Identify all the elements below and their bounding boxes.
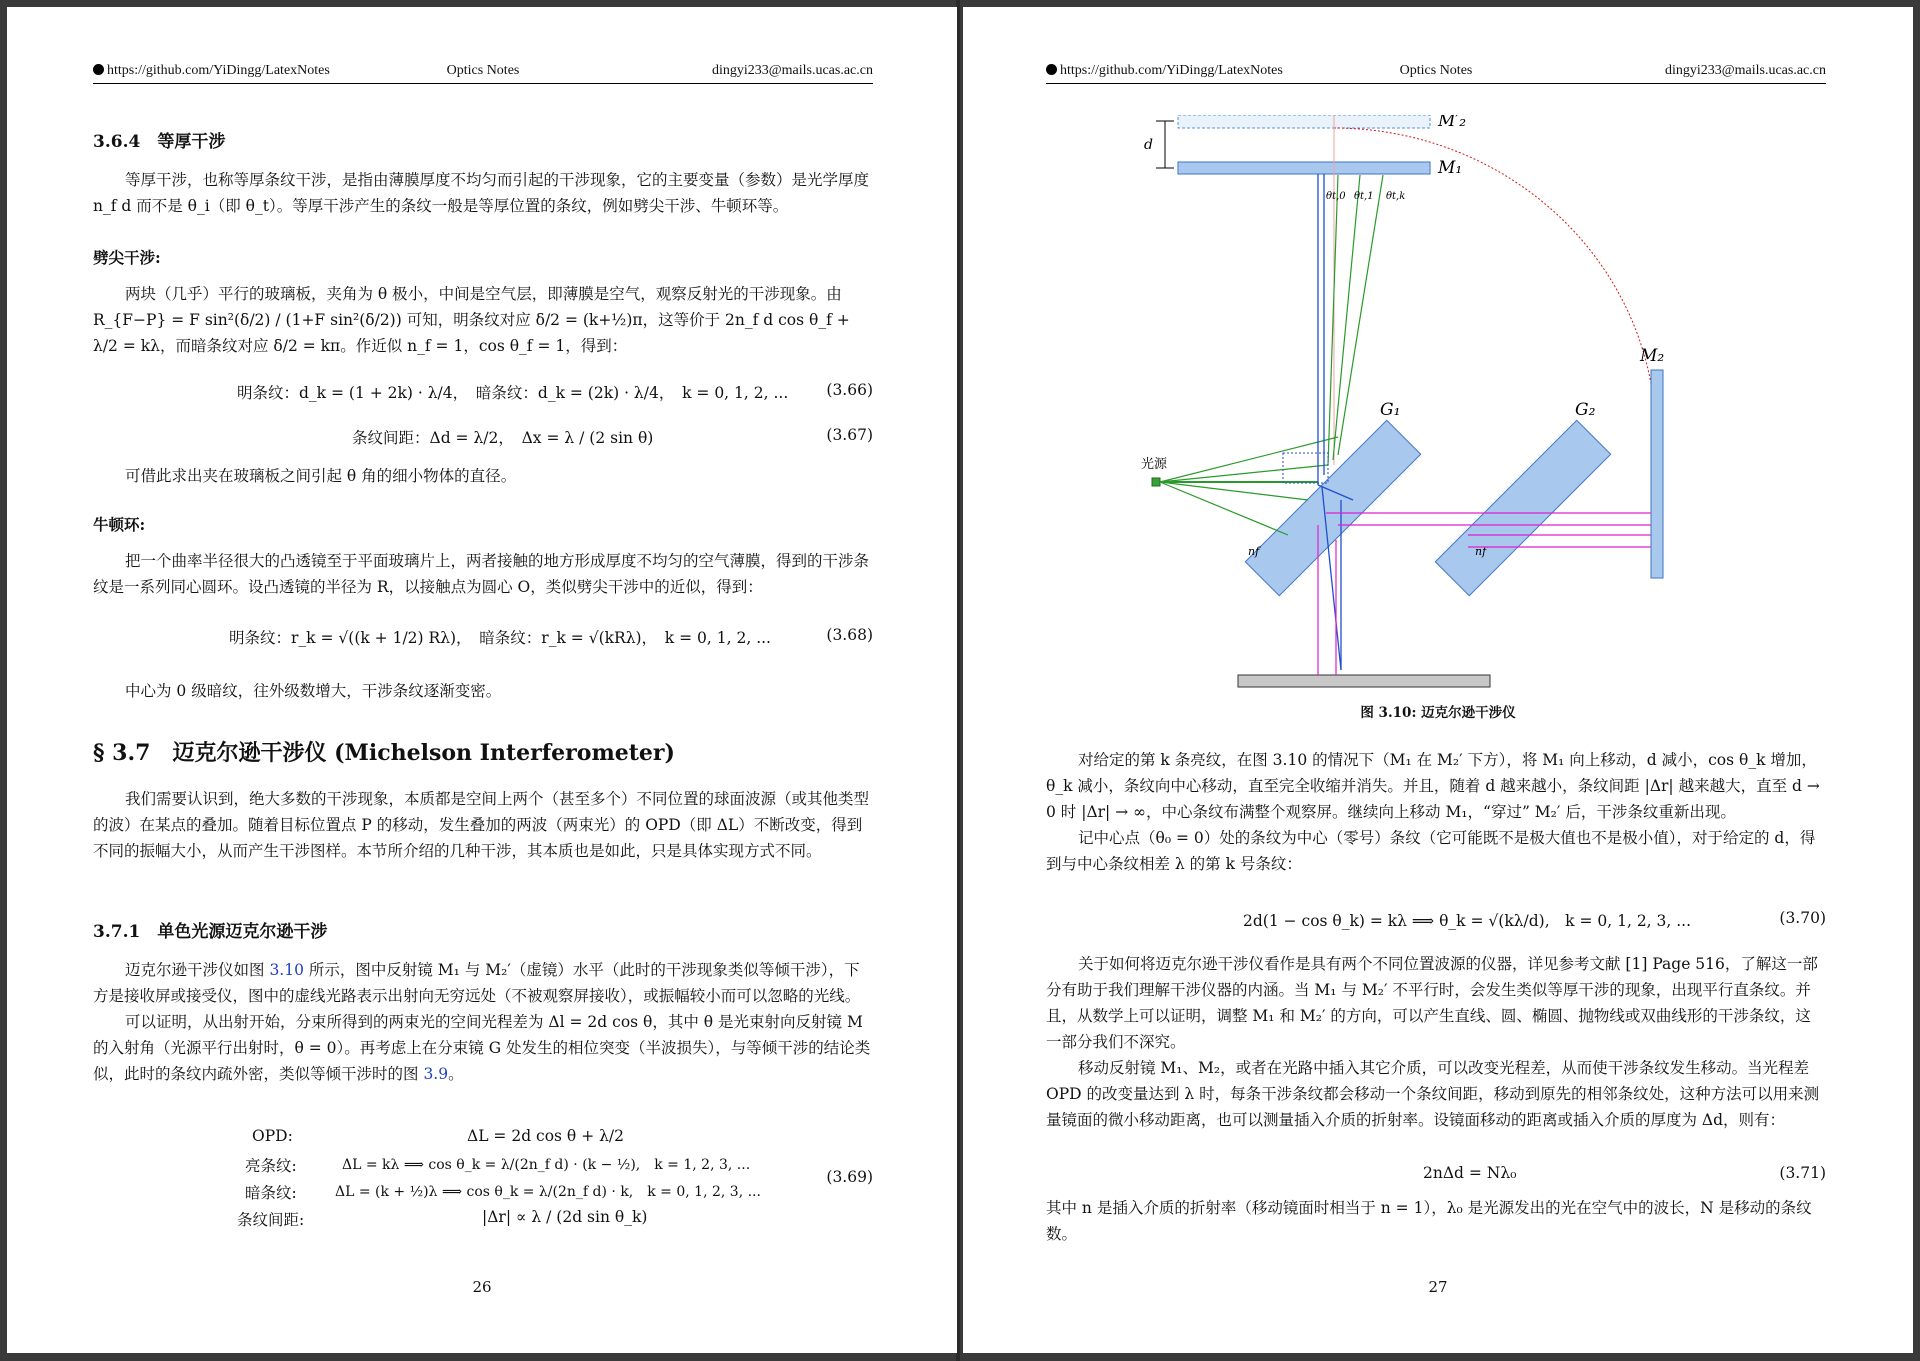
paragraph: 移动反射镜 M₁、M₂，或者在光路中插入其它介质，可以改变光程差，从而使干涉条纹发生移动。当光程差 OPD 的改变量达到 λ 时，每条干涉条纹都会移动一个条纹间距，移动到原先的相邻条纹处，这种方法可以用来测量镜面的微小移动距离，也可以测量插入介质的折射率。设镜面移动的距离或插入介质的厚度为 Δd，则有： (1046, 1059, 1820, 1129)
paragraph: 两块（几乎）平行的玻璃板，夹角为 θ 极小，中间是空气层，即薄膜是空气，观察反射光的干涉现象。由 R_{F−P} = F sin²(δ/2) / (1+F sin²(δ/2)) 可知，明条纹对应 δ/2 = (k+½)π，这等价于 2n_f d cos θ_f + λ/2 = kλ，而暗条纹对应 δ/2 = kπ。作近似 n_f = 1，cos θ_f = 1，得到： (93, 285, 850, 355)
light-source (1152, 478, 1160, 486)
equation-number: (3.67) (826, 426, 873, 444)
michelson-diagram (1108, 115, 1748, 695)
label-theta-k: θt,k (1386, 191, 1406, 202)
paragraph: 迈克尔逊干涉仪如图 3.10 所示，图中反射镜 M₁ 与 M₂′（虚镜）水平（此时的干涉现象类似等倾干涉），下方是接收屏或接受仪，图中的虚线光路表示出射向无穷远处（不被观察屏接收），或振幅较小而可以忽略的光线。 (93, 961, 861, 1005)
equation-number: (3.70) (1779, 909, 1826, 927)
paragraph: 记中心点（θ₀ = 0）处的条纹为中心（零号）条纹（它可能既不是极大值也不是极小值），对于给定的 d，得到与中心条纹相差 λ 的第 k 号条纹： (1046, 829, 1816, 873)
label-source: 光源 (1141, 457, 1168, 472)
paragraph: 其中 n 是插入介质的折射率（移动镜面时相当于 n = 1），λ₀ 是光源发出的光在空气中的波长，N 是移动的条纹数。 (1046, 1199, 1812, 1243)
equation-3-71: 2nΔd = Nλ₀ (1423, 1164, 1517, 1182)
dashed-path-box (1283, 453, 1328, 483)
equation-number: (3.66) (826, 381, 873, 399)
running-header (93, 63, 873, 84)
equation-number: (3.69) (826, 1168, 873, 1186)
figure-ref[interactable]: 3.9 (423, 1065, 449, 1083)
page-26: https://github.com/YiDingg/LatexNotes Optics Notes dingyi233@mails.ucas.ac.cn 3.6.4 等厚干涉 等厚干涉，也称等厚条纹干涉，是指由薄膜厚度不均匀而引起的干涉现象，它的主要变量（参数）是光学厚度 n_f d 而不是 θ_i（即 θ_t）。等厚干涉产生的条纹一般是等厚位置的条纹，例如劈尖干涉、牛顿环等。 劈尖干涉: 两块（几乎）平行的玻璃板，夹角为 θ 极小，中间是空气层，即薄膜是空气，观察反射光的干涉现象。由 R_{F−P} = F sin²(δ/2) / (1+F sin²(δ/2)) 可知，明条纹对应 δ/2 = (k+½)π，这等价于 2n_f d cos θ_f + λ/2 = kλ，而暗条纹对应 δ/2 = kπ。作近似 n_f = 1，cos θ_f = 1，得到： 明条纹：d_k = (1 + 2k) · λ/4， 暗条纹：d_k = (2k) · λ/4， k = 0, 1, 2, ... (3.66) 条纹间距：Δd = λ/2， Δx = λ / (2 sin θ) (3.67) 可借此求出夹在玻璃板之间引起 θ 角的细小物体的直径。 牛顿环: 把一个曲率半径很大的凸透镜至于平面玻璃片上，两者接触的地方形成厚度不均匀的空气薄膜，得到的干涉条纹是一系列同心圆环。设凸透镜的半径为 R，以接触点为圆心 O，类似劈尖干涉中的近似，得到： 明条纹：r_k = √((k + 1/2) Rλ)， 暗条纹：r_k = √(kRλ)， k = 0, 1, 2, ... (3.68) 中心为 0 级暗纹，往外级数增大，干涉条纹逐渐变密。 § 3.7 迈克尔逊干涉仪 (Michelson Interferometer) 我们需要认识到，绝大多数的干涉现象，本质都是空间上两个（甚至多个）不同位置的球面波源（或其他类型的波）在某点的叠加。随着目标位置点 P 的移动，发生叠加的两波（两束光）的 OPD（即 ΔL）不断改变，得到不同的振幅大小，从而产生干涉图样。本节所介绍的几种干涉，其本质也是如此，只是具体实现方式不同。 3.7.1 单色光源迈克尔逊干涉 迈克尔逊干涉仪如图 3.10 所示，图中反射镜 M₁ 与 M₂′（虚镜）水平（此时的干涉现象类似等倾干涉），下方是接收屏或接受仪，图中的虚线光路表示出射向无穷远处（不被观察屏接收），或振幅较小而可以忽略的光线。 可以证明，从出射开始，分束所得到的两束光的空间光程差为 Δl = 2d cos θ，其中 θ 是光束射向反射镜 M 的入射角（光源平行出射时，θ = 0）。再考虑上在分束镜 G 处发生的相位突变（半波损失），与等倾干涉的结论类似，此时的条纹内疏外密，类似等倾干涉时的图 3.9。 OPD: ΔL = 2d cos θ + λ/2 亮条纹: ΔL = kλ ⟹ cos θ_k = λ/(2n_f d) · (k − ½), k = 1, 2, 3, ... 暗条纹: ΔL = (k + ½)λ ⟹ cos θ_k = λ/(2n_f d) · k, k = 0, 1, 2, 3, ... 条纹间距: |Δr| ∝ λ / (2d sin θ_k) (3.69) 26 (7, 7, 957, 1353)
observation-screen (1238, 675, 1490, 687)
label-theta-0: θt,0 (1326, 191, 1346, 202)
section-3-7-1-title: 3.7.1 单色光源迈克尔逊干涉 (93, 922, 328, 942)
pijian-title: 劈尖干涉: (93, 248, 161, 267)
running-header (1046, 63, 1826, 84)
paragraph: 我们需要认识到，绝大多数的干涉现象，本质都是空间上两个（甚至多个）不同位置的球面波源（或其他类型的波）在某点的叠加。随着目标位置点 P 的移动，发生叠加的两波（两束光）的 OPD（即 ΔL）不断改变，得到不同的振幅大小，从而产生干涉图样。本节所介绍的几种干涉，其本质也是如此，只是具体实现方式不同。 (93, 790, 870, 860)
label-nf-1: nf (1248, 545, 1260, 558)
label-m1: M₁ (1438, 158, 1463, 178)
paragraph: 中心为 0 级暗纹，往外级数增大，干涉条纹逐渐变密。 (125, 682, 502, 700)
equation-3-68: 明条纹：r_k = √((k + 1/2) Rλ)， 暗条纹：r_k = √(kRλ)， k = 0, 1, 2, ... (229, 629, 771, 647)
page-number: 26 (472, 1278, 492, 1296)
equation-3-66: 明条纹：d_k = (1 + 2k) · λ/4， 暗条纹：d_k = (2k) · λ/4， k = 0, 1, 2, ... (237, 384, 789, 402)
page-27 (963, 7, 1913, 1353)
page-number: 27 (1428, 1278, 1448, 1296)
header-link[interactable]: https://github.com/YiDingg/LatexNotes (93, 63, 330, 79)
paragraph: 把一个曲率半径很大的凸透镜至于平面玻璃片上，两者接触的地方形成厚度不均匀的空气薄膜，得到的干涉条纹是一系列同心圆环。设凸透镜的半径为 R，以接触点为圆心 O，类似劈尖干涉中的近似，得到： (93, 552, 870, 596)
equation-3-67: 条纹间距：Δd = λ/2， Δx = λ / (2 sin θ) (352, 429, 654, 447)
header-title: Optics Notes (1399, 63, 1473, 78)
label-theta-1: θt,1 (1354, 191, 1374, 202)
mirror-m2 (1651, 370, 1663, 578)
paragraph: 关于如何将迈克尔逊干涉仪看作是具有两个不同位置波源的仪器，详见参考文献 [1] Page 516，了解这一部分有助于我们理解干涉仪器的内涵。当 M₁ 与 M₂′ 不平行时，会发生类似等厚干涉的现象，出现平行直条纹。并且，从数学上可以证明，调整 M₁ 和 M₂′ 的方向，可以产生直线、圆、椭圆、抛物线或双曲线形的干涉条纹，这一部分我们不深究。 (1046, 955, 1818, 1051)
label-d: d (1144, 137, 1153, 153)
header-title: Optics Notes (446, 63, 520, 78)
mirror-m2-virtual (1178, 115, 1430, 128)
mirror-m1 (1178, 162, 1430, 174)
paragraph: 可以证明，从出射开始，分束所得到的两束光的空间光程差为 Δl = 2d cos θ，其中 θ 是光束射向反射镜 M 的入射角（光源平行出射时，θ = 0）。再考虑上在分束镜 G 处发生的相位突变（半波损失），与等倾干涉的结论类似，此时的条纹内疏外密，类似等倾干涉时的图 3.9。 (93, 1013, 871, 1083)
label-m2: M₂ (1640, 346, 1665, 366)
equation-number: (3.68) (826, 626, 873, 644)
header-email[interactable]: dingyi233@mails.ucas.ac.cn (1664, 63, 1826, 78)
paragraph: 对给定的第 k 条亮纹，在图 3.10 的情况下（M₁ 在 M₂′ 下方），将 M₁ 向上移动，d 减小，cos θ_k 增加，θ_k 减小，条纹向中心移动，直至完全收缩并消失。并且，随着 d 越来越小，条纹间距 |Δr| 越来越大，直至 d → 0 时 |Δr| → ∞，中心条纹布满整个观察屏。继续向上移动 M₁，“穿过” M₂′ 后，干涉条纹重新出现。 (1046, 751, 1820, 821)
label-g1: G₁ (1380, 400, 1401, 420)
newton-title: 牛顿环: (93, 515, 146, 534)
label-nf-2: nf (1475, 545, 1487, 558)
header-email[interactable]: dingyi233@mails.ucas.ac.cn (711, 63, 873, 78)
equation-number: (3.71) (1779, 1164, 1826, 1182)
equation-3-70: 2d(1 − cos θ_k) = kλ ⟹ θ_k = √(kλ/d), k = 0, 1, 2, 3, ... (1243, 912, 1692, 930)
figure-caption: 图 3.10: 迈克尔逊干涉仪 (1360, 705, 1516, 721)
figure-ref[interactable]: 3.10 (269, 961, 304, 979)
paragraph: 可借此求出夹在玻璃板之间引起 θ 角的细小物体的直径。 (125, 467, 517, 485)
compensator-g2 (1435, 420, 1610, 595)
header-link[interactable]: https://github.com/YiDingg/LatexNotes (1046, 63, 1283, 79)
paragraph: 等厚干涉，也称等厚条纹干涉，是指由薄膜厚度不均匀而引起的干涉现象，它的主要变量（参数）是光学厚度 n_f d 而不是 θ_i（即 θ_t）。等厚干涉产生的条纹一般是等厚位置的条纹，例如劈尖干涉、牛顿环等。 (93, 171, 870, 215)
beam-splitter-g1 (1245, 420, 1420, 595)
label-m2-virtual: M′₂ (1438, 115, 1467, 131)
section-3-7-title: § 3.7 迈克尔逊干涉仪 (Michelson Interferometer) (93, 740, 675, 766)
label-g2: G₂ (1575, 400, 1596, 420)
section-3-6-4-title: 3.6.4 等厚干涉 (93, 132, 226, 152)
